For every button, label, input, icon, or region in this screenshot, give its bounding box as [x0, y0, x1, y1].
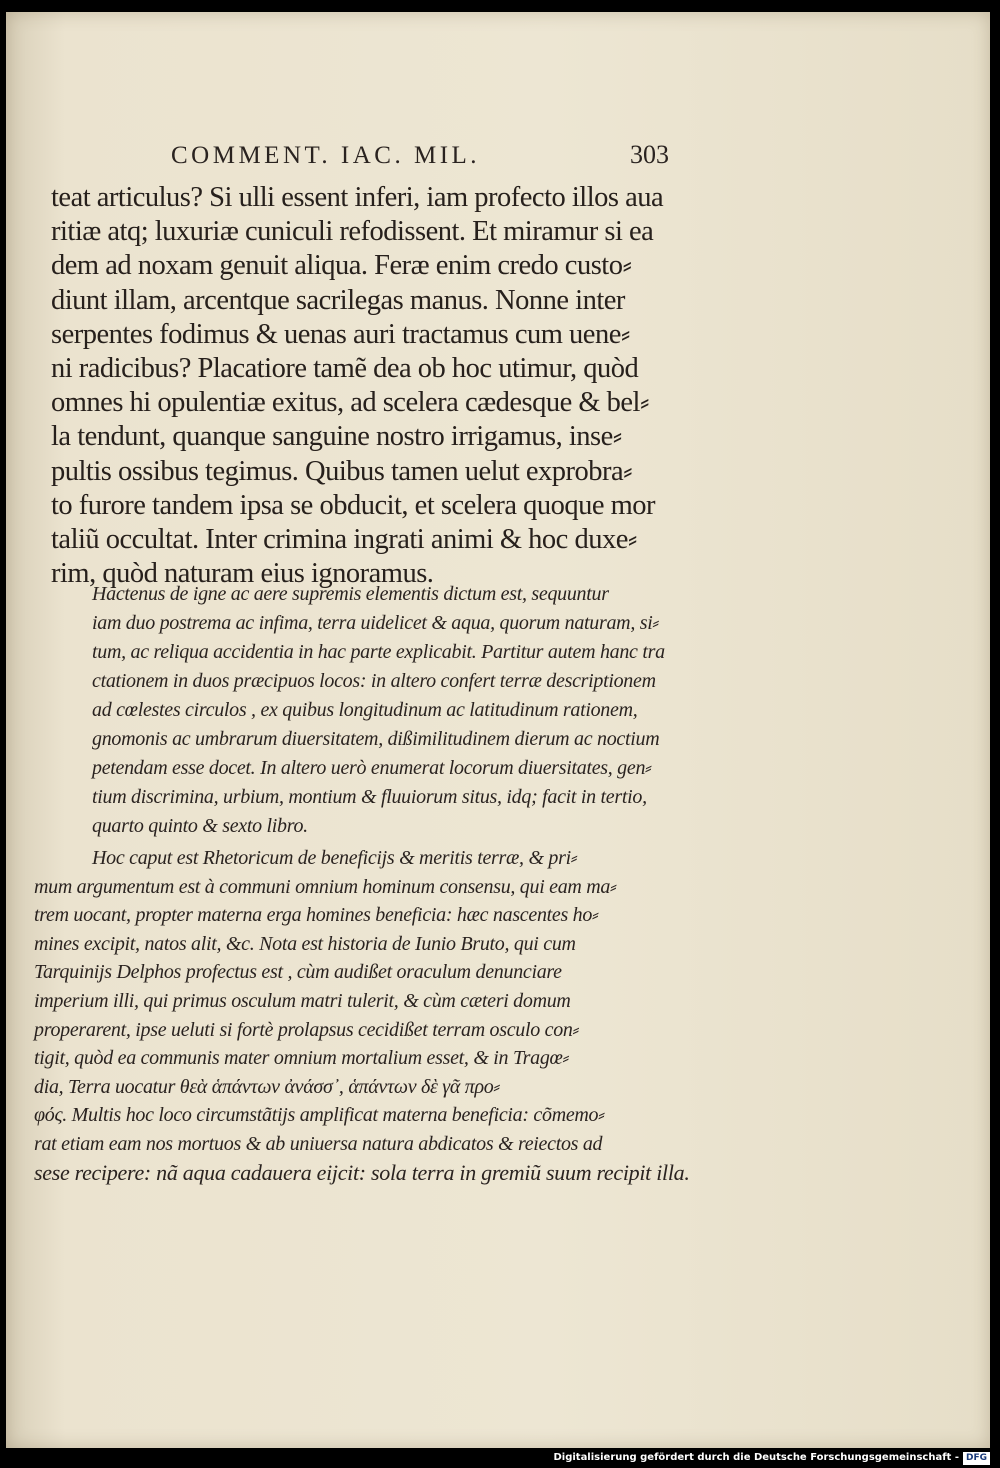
main-text-line: diunt illam, arcentque sacrilegas manus. Nonne inter — [51, 284, 625, 316]
commentary-line: properarent, ipse ueluti si fortè prolapsus cecidißet terram osculo con⸗ — [34, 1018, 579, 1041]
main-text-line: dem ad noxam genuit aliqua. Feræ enim credo custo⸗ — [51, 250, 632, 282]
funding-text: Digitalisierung gefördert durch die Deutsche Forschungsgemeinschaft - — [553, 1452, 959, 1463]
commentary-line: gnomonis ac umbrarum diuersitatem, dißimilitudinem dierum ac noctium — [92, 728, 660, 750]
commentary-line: rat etiam eam nos mortuos & ab uniuersa natura abdicatos & reiectos ad — [34, 1132, 603, 1155]
commentary-line: petendam esse docet. In altero uerò enumerat locorum diuersitates, gen⸗ — [92, 757, 652, 779]
commentary-line: mines excipit, natos alit, &c. Nota est historia de Iunio Bruto, qui cum — [34, 932, 576, 955]
main-text-line: pultis ossibus tegimus. Quibus tamen uelut exprobra⸗ — [51, 455, 633, 487]
main-text-block — [51, 181, 691, 591]
main-text-line: la tendunt, quanque sanguine nostro irrigamus, inse⸗ — [51, 421, 622, 453]
commentary-line: quarto quinto & sexto libro. — [92, 815, 308, 837]
main-text-line: to furore tandem ipsa se obducit, et scelera quoque mor — [51, 489, 656, 521]
commentary-line: tium discrimina, urbium, montium & fluuiorum situs, idq; facit in tertio, — [92, 786, 647, 808]
main-text-line: ritiæ atq; luxuriæ cuniculi refodissent. Et miramur si ea — [51, 216, 654, 248]
commentary-line: trem uocant, propter materna erga homines beneficia: hæc nascentes ho⸗ — [34, 904, 599, 927]
commentary-line: ctationem in duos præcipuos locos: in altero confert terræ descriptionem — [92, 670, 656, 692]
main-text-line: taliũ occultat. Inter crimina ingrati animi & hoc duxe⸗ — [51, 523, 637, 555]
page-number: 303 — [630, 140, 669, 169]
commentary-line: dia, Terra uocatur θεὰ ἁπάντων ἀνάσσ᾽, ἁπάντων δὲ γᾶ προ⸗ — [34, 1075, 500, 1098]
main-text-line: omnes hi opulentiæ exitus, ad scelera cædesque & bel⸗ — [51, 387, 649, 419]
main-text-line: rim, quòd naturam eius ignoramus. — [51, 558, 434, 590]
commentary-line: mum argumentum est à communi omnium hominum consensu, qui eam ma⸗ — [34, 875, 617, 898]
commentary-line: imperium illi, qui primus osculum matri tulerit, & cùm cæteri domum — [34, 989, 571, 1012]
commentary-paragraph-1 — [92, 580, 692, 841]
running-title: COMMENT. IAC. MIL. — [171, 142, 481, 169]
commentary-line: iam duo postrema ac infima, terra uidelicet & aqua, quorum naturam, si⸗ — [92, 612, 659, 634]
main-text-line: serpentes fodimus & uenas auri tractamus cum uene⸗ — [51, 318, 630, 350]
commentary-line: ad cœlestes circulos , ex quibus longitudinum ac latitudinum rationem, — [92, 699, 638, 721]
commentary-line: Hactenus de igne ac aere supremis elementis dictum est, sequuntur — [92, 583, 609, 605]
commentary-line: Hoc caput est Rhetoricum de beneficijs & meritis terræ, & pri⸗ — [92, 847, 578, 869]
funding-footer — [553, 1448, 990, 1468]
book-page — [6, 12, 990, 1448]
commentary-line: tigit, quòd ea communis mater omnium mortalium esset, & in Tragœ⸗ — [34, 1047, 569, 1070]
commentary-line: Tarquinijs Delphos profectus est , cùm audißet oraculum denunciare — [34, 961, 562, 984]
commentary-line: tum, ac reliqua accidentia in hac parte explicabit. Partitur autem hanc tra — [92, 641, 665, 663]
commentary-line: sese recipere: nã aqua cadauera eijcit: sola terra in gremiũ suum recipit illa. — [34, 1159, 690, 1185]
main-text-line: ni radicibus? Placatiore tamẽ dea ob hoc utimur, quòd — [51, 352, 639, 384]
commentary-paragraph-2 — [34, 844, 694, 1187]
main-text-line: teat articulus? Si ulli essent inferi, iam profecto illos aua — [51, 182, 664, 213]
commentary-line: φός. Multis hoc loco circumstãtijs amplificat materna beneficia: cõmemo⸗ — [34, 1104, 605, 1127]
dfg-logo: DFG — [963, 1452, 990, 1465]
